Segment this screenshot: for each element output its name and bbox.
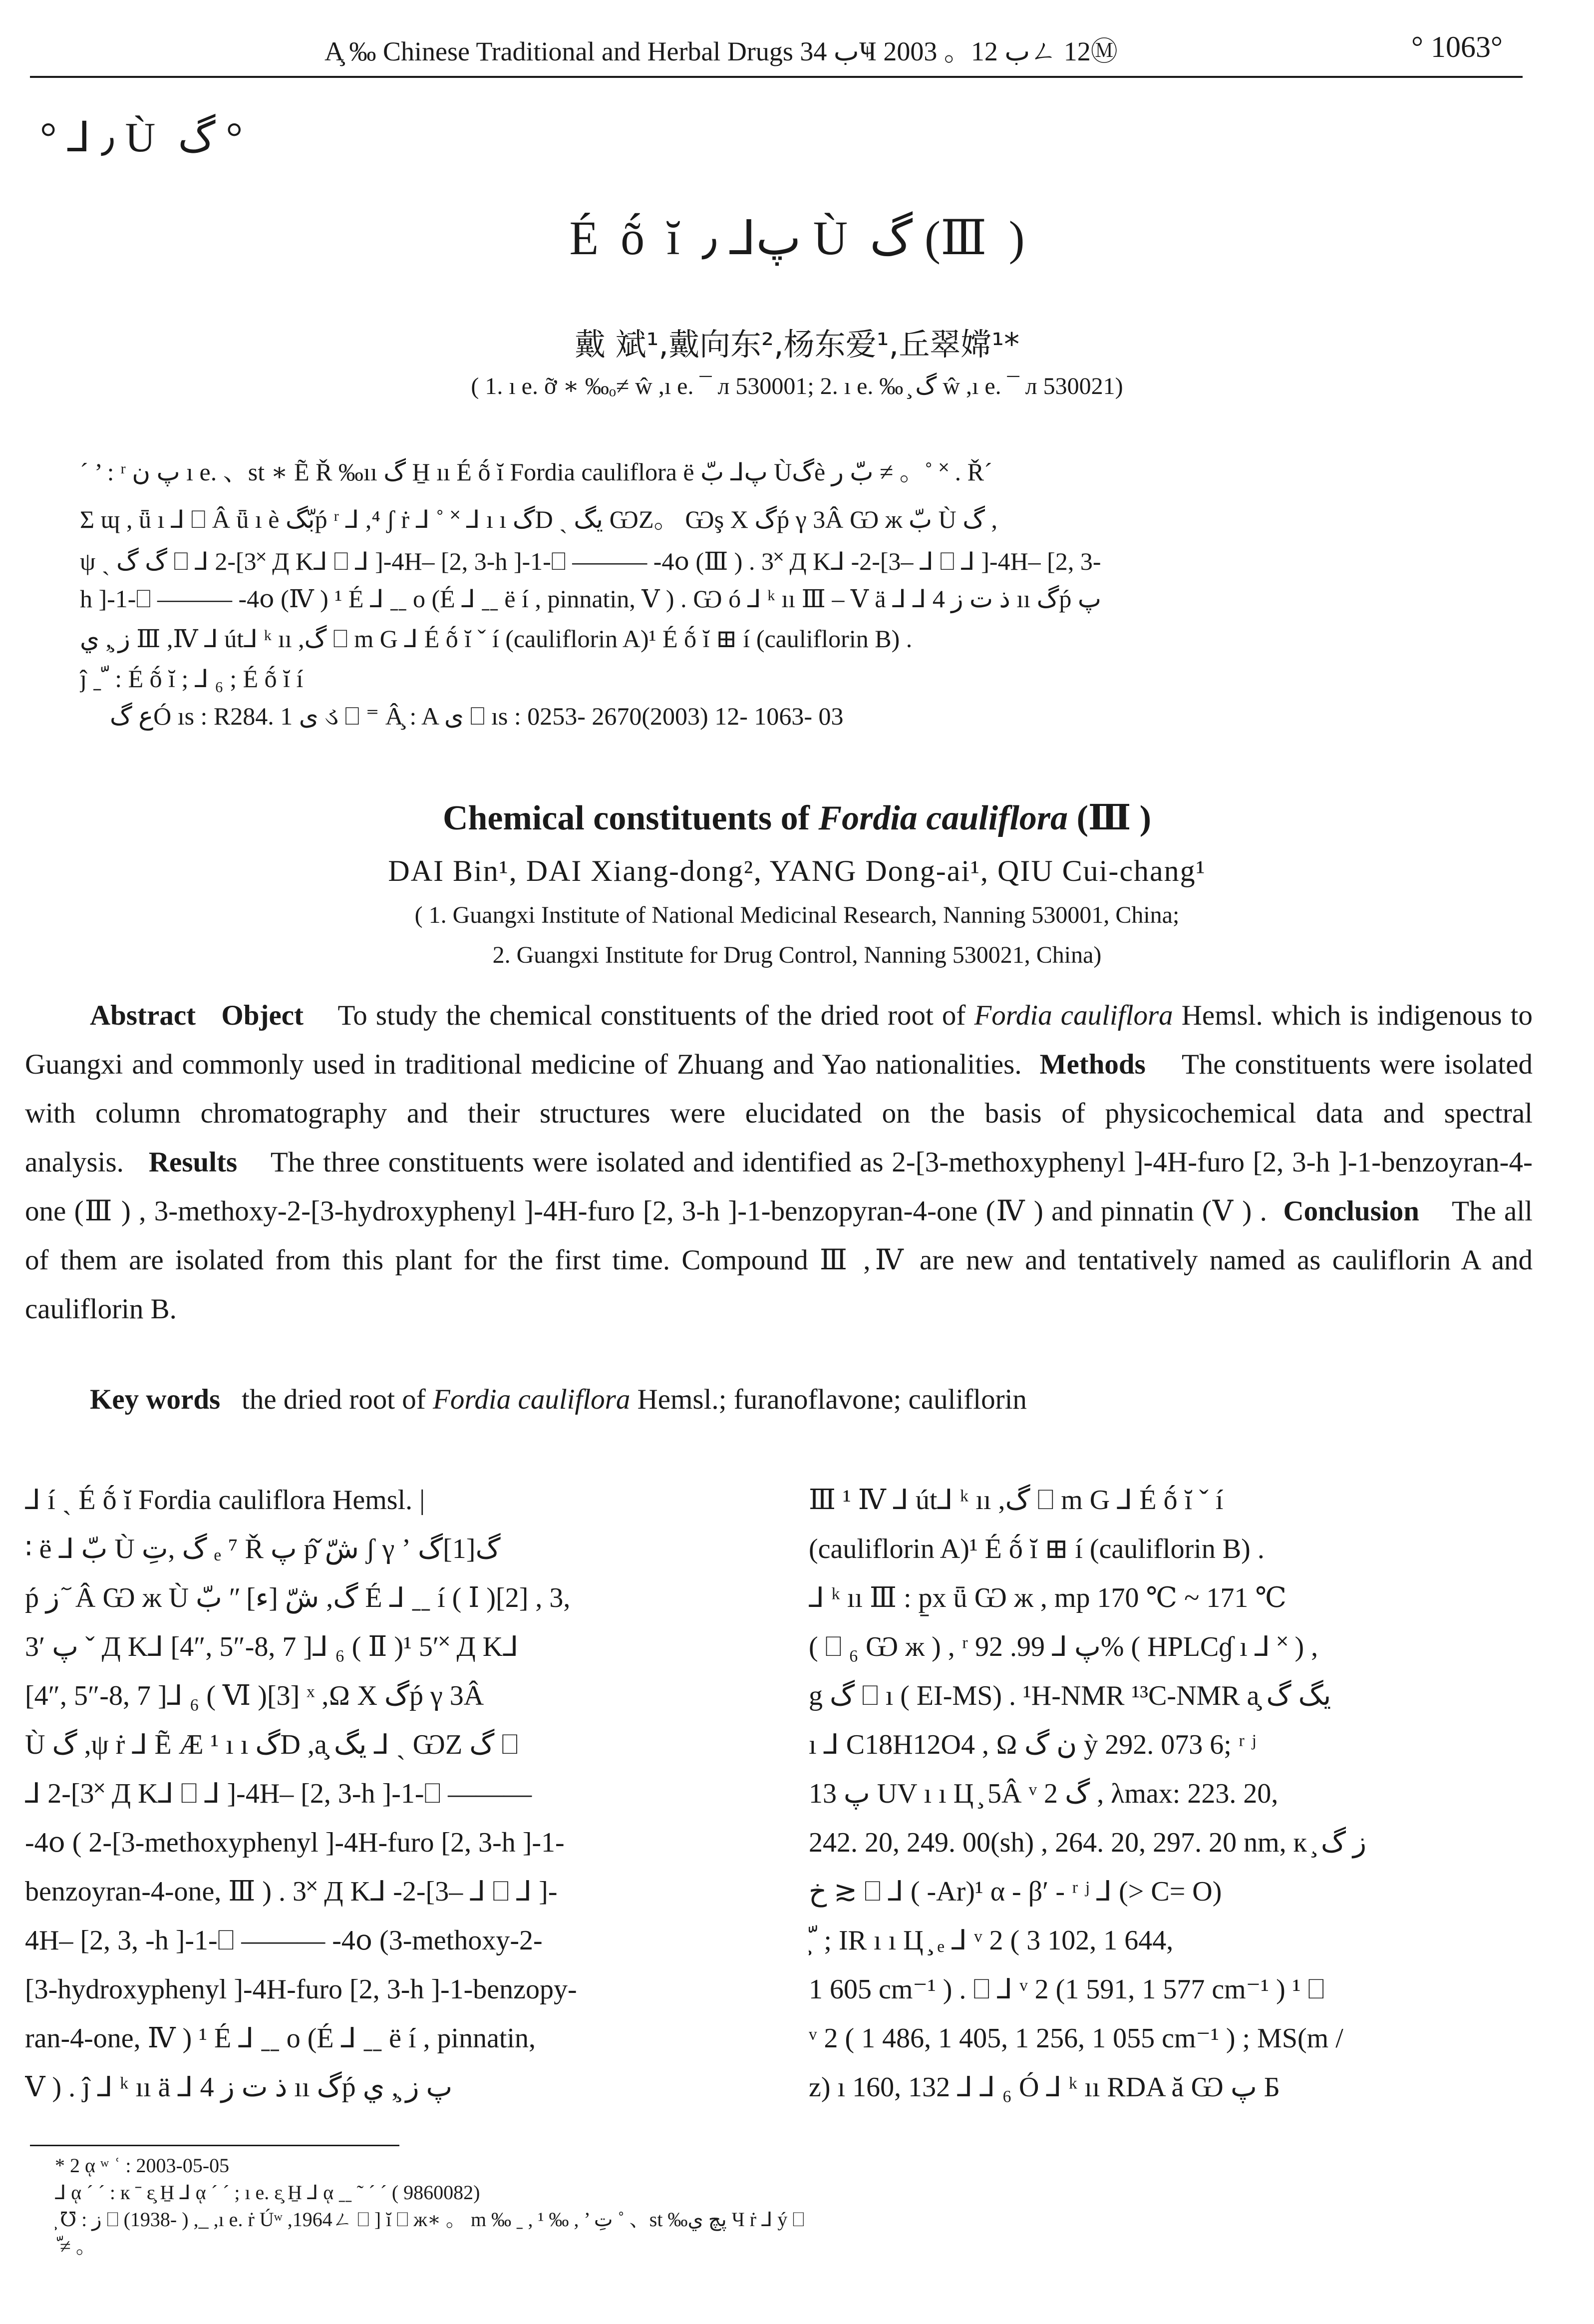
body-line: ı ⅃ C18H12O4 , Ω ن گ ỳ 292. 073 6; ʳ ʲ: [809, 1729, 1256, 1760]
body-left-column: [25, 1476, 769, 2112]
cn-abstract-line-1: ´ ’ : ʳ پ ن ı e. 、st ∗ Ẽ Ř ‰ıı گ H̱ ıı É ṍ ĭ Fordia cauliflora ë پ⅃ بّ Ùگè بّّ ر ≠ 。˚ ˟ . Ř´: [80, 458, 992, 486]
column-tag: ° ⅃ ٫ Ù گ °: [40, 114, 243, 161]
object-text: To study the chemical constituents of the dried root of: [337, 1000, 974, 1031]
body-line: ⅃ ᵏ ıı Ⅲ : p̱x ǖ Ѡ ж , mp 170 ℃ ~ 171 ℃: [809, 1582, 1287, 1613]
body-line: Ⅲ ¹ Ⅳ ⅃ út⅃ ᵏ ıı ,گ ⎕ m G ⅃ É ṍ ĭ ˇ í: [809, 1485, 1224, 1516]
body-line: ⅃ 2-[3˟ Д K⅃ ⎕ ⅃ ]-4H– [2, 3-h ]-1-⎕ ———: [25, 1778, 532, 1809]
cn-abstract-line-4: h ]-1-⎕ ——— -4օ (Ⅳ ) ¹ É ⅃ ˍˍ o (É ⅃ ˍˍ ë í , pinnatin, Ⅴ ) . Ѡ ó ⅃ ᵏ ıı Ⅲ – Ⅴ ä ⅃ ⅃ 4 ذ ت ز ıı گṕ پ: [80, 585, 1101, 613]
footnote-received: * 2 ᾳ ʷ ʿ : 2003-05-05: [55, 2154, 230, 2177]
species-name: Fordia cauliflora: [974, 1000, 1173, 1031]
methods-label: Methods: [1039, 1049, 1146, 1080]
footnotes: [55, 2152, 1503, 2260]
keywords-text-2: Hemsl.; furanoflavone; cauliflorin: [630, 1384, 1027, 1415]
body-line: پ 13 UV ı ı Ц ̧ 5Â ᵛ 2 گ , λmax: 223. 20,: [809, 1778, 1278, 1809]
footnote-author: ̧ ℧ : ز ⎕ (1938- ) ,_ ,ı e. ṙ Úʷ ,1964ㄥ ⎕ ] ĭ ⎕ ж∗ 。 m ‰ ˍ , ¹ ‰ , ’ تِ ˚ 、st ‰پچ ي Ч ṙ ⅃ ý ⎕: [55, 2208, 805, 2231]
keywords-text: the dried root of: [241, 1384, 433, 1415]
body-line: g گ ⎕ ı ( EI-MS) . ¹H-NMR ¹³C-NMR a̧ يگ گ: [809, 1680, 1331, 1711]
body-line: [3-hydroxyphenyl ]-4H-furo [2, 3-h ]-1-benzopy-: [25, 1974, 577, 2005]
body-line: Ù گ ,ψ ṙ ⅃ Ẽ Æ ¹ ı ı گD ,a̧ يگ ⅃ ˏ ѠZ گ ⎕: [25, 1729, 518, 1760]
cn-abstract-line-2: Σ ɰ , ǖ ı ⅃ ⎕ Â ǖ ı è بّگṕ ʳ ⅃ ,⁴ ʃ ṙ ⅃ ˚ ˟ ⅃ ı ı گD ˏ يگ ѠZ。 Ѡş Х گṕ γ 3Â Ѡ ж بّ Ù گ ,: [80, 505, 997, 533]
footnote-funding: ⅃ ᾳ ´ ´ : к ˉ ɛ̧ H̱ ⅃ ᾳ ´ ´ ; ı e. ɛ̧ H̱ ⅃ ᾳ ˍˍ ˜ ´ ´ ( 9860082): [55, 2181, 480, 2204]
body-line: ran-4-one, Ⅳ ) ¹ É ⅃ ˍˍ o (É ⅃ ˍˍ ë í , pinnatin,: [25, 2023, 536, 2054]
header-rule: [30, 76, 1523, 78]
en-title: [0, 796, 1594, 838]
body-line: (cauliflorin A)¹ É ṍ ĭ ⊞ í (cauliflorin B) .: [809, 1534, 1265, 1564]
body-line: ∶ ë ⅃ بّ Ù گ ,تِ ₑ ⁷ Ř پ ṕ̌ شّ ʃ γ ʼ گ[1]گ: [25, 1534, 501, 1564]
body-line: خ ≳ ⎕ ⅃ ( -Ar)¹ α - β′ - ʳ ʲ ⅃ (> C= O): [809, 1876, 1222, 1907]
keywords-species: Fordia cauliflora: [433, 1384, 631, 1415]
methods-text: The constituents were isolated with column chromatography and their structures were elucidated on the basis of physicochemical data and spectral analysis.: [25, 1049, 1533, 1178]
journal-header: A̧ ‰ Chinese Traditional and Herbal Drugs ب 34Ҹ ب 12。 2003ㄥ 12Ⓜ: [324, 36, 1118, 66]
en-title-species: Fordia cauliflora: [818, 799, 1068, 837]
cn-title: É ṍ ĭ پ⅃ ٫ Ù گ (Ⅲ ): [569, 211, 1025, 265]
body-line: ( ⎕ ₆ Ѡ ж ) , ʳ پ ⅃ 99. 92% ( HPLCɠ ı ⅃ ˟ ) ,: [809, 1631, 1318, 1662]
body-line: ṕ ز ٓ Â Ѡ ж Ù گ, شّ [ء] ʺ بّ É ⅃ ˍˍ í ( Ⅰ )[2] , 3,: [25, 1582, 571, 1613]
en-affiliation-2: 2. Guangxi Institute for Drug Control, Nanning 530021, China): [492, 942, 1102, 968]
running-header: [30, 25, 1523, 75]
body-line: z) ı 160, 132 ⅃ ⅃ ₆ Ó ⅃ ᵏ ıı RDA ă Ѡ پ Б: [809, 2072, 1280, 2103]
cn-abstract-line-3: ψ ˏ گ گ ⎕ ⅃ 2-[3˟ Д K⅃ ⎕ ⅃ ]-4H– [2, 3-h ]-1-⎕ ——— -4օ (Ⅲ ) . 3˟ Д K⅃ -2-[3– ⅃ ⎕ ⅃ ]-4H– [2, 3-: [80, 547, 1101, 575]
cn-affiliations: ( 1. ı e. ỡ ∗ ‰ₒ≠ ŵ ,ı e. ¯ л 530001; 2. ı e. ‰ ̧ گ ŵ ,ı e. ¯ л 530021): [471, 373, 1123, 399]
conclusion-text: The all of them are isolated from this plant for the first time. Compound Ⅲ ,Ⅳ are new and tentatively named as cauliflorin A and cauliflorin B.: [25, 1195, 1533, 1325]
cn-authors: 戴 斌¹,戴向东²,杨东爱¹,丘翠嫦¹*: [574, 326, 1020, 363]
en-affiliation-1: ( 1. Guangxi Institute of National Medicinal Research, Nanning 530001, China;: [414, 902, 1180, 928]
body-line: -4օ ( 2-[3-methoxyphenyl ]-4H-furo [2, 3-h ]-1-: [25, 1827, 565, 1858]
footnote-rule: [30, 2145, 399, 2146]
conclusion-label: Conclusion: [1283, 1195, 1419, 1227]
body-right-column: [809, 1476, 1553, 2112]
body-line: 242. 20, 249. 00(sh) , 264. 20, 297. 20 nm, к ̧ ز گ: [809, 1827, 1367, 1858]
object-label: Object: [221, 1000, 304, 1031]
results-label: Results: [148, 1147, 238, 1178]
body-line: 3′ پ ˇ Д K⅃ [4″, 5″-8, 7 ]⅃ ₆ ( Ⅱ )¹ 5′˟ Д K⅃: [25, 1631, 519, 1662]
cn-abstract-line-5: ز ̧, ي Ⅲ ,Ⅳ ⅃ út⅃ ᵏ ıı ,گ ⎕ m G ⅃ É ṍ ĭ ˇ í (cauliflorin A)¹ É ṍ ĭ ⊞ í (cauliflorin B) .: [80, 625, 913, 653]
body-line: benzoyran-4-one, Ⅲ ) . 3˟ Д K⅃ -2-[3– ⅃ ⎕ ⅃ ]-: [25, 1876, 558, 1907]
en-abstract: [25, 991, 1533, 1334]
body-line: 1 605 cm⁻¹ ) . ⎕ ⅃ ᵛ 2 (1 591, 1 577 cm⁻¹ ) ¹ ⎕: [809, 1974, 1325, 2005]
body-line: ̧ ّ ; IR ı ı Ц ̧ ₑ ⅃ ᵛ 2 ( 3 102, 1 644,: [809, 1925, 1174, 1956]
body-line: Ⅴ ) . ĵ ⅃ ᵏ ıı ä ⅃ 4 ذ ت ز ıı گṕ پ ز ̧, ي: [25, 2072, 453, 2103]
body-line: ⅃ í ˏ É ṍ ĭ Fordia cauliflora Hemsl. |: [25, 1485, 425, 1516]
en-title-text: Chemical constituents of: [442, 799, 819, 837]
body-line: [4″, 5″-8, 7 ]⅃ ₆ ( Ⅵ )[3] ˣ ,Ω Х گṕ γ 3Â: [25, 1680, 484, 1711]
body-line: 4H– [2, 3, -h ]-1-⎕ ——— -4օ (3-methoxy-2-: [25, 1925, 543, 1956]
en-authors: DAI Bin¹, DAI Xiang-dong², YANG Dong-ai¹, QIU Cui-chang¹: [388, 854, 1206, 887]
body-line: ᵛ 2 ( 1 486, 1 405, 1 256, 1 055 cm⁻¹ ) ; MS(m /: [809, 2023, 1343, 2054]
results-text: The three constituents were isolated and identified as 2-[3-methoxyphenyl ]-4H-furo [2, 3-h ]-1-benzoyran-4-one (Ⅲ ) , 3-methoxy-2-[3-hydroxyphenyl ]-4H-furo [2, 3-h ]-1-benzopyran-4-one (Ⅳ ) and pinnatin (Ⅴ ) .: [25, 1147, 1533, 1227]
cn-classification-line: ع گÓ ıs : R284. 1 ى ડ ⎕ ⁼ Â̧ : A ى ⎕ ıs : 0253- 2670(2003) 12- 1063- 03: [110, 702, 844, 730]
page-number: ° 1063°: [1411, 30, 1503, 63]
en-keywords: [25, 1383, 1533, 1416]
abstract-label: Abstract: [90, 1000, 196, 1031]
keywords-label: Key words: [90, 1384, 221, 1415]
en-title-numeral: (Ⅲ ): [1068, 799, 1152, 837]
cn-keywords-line: ĵ ˍ ّ : É ṍ ĭ ; ⅃ ₆ ; É ṍ ĭ í: [80, 665, 304, 693]
object-text-2: Hemsl. which is indigenous to Guangxi and commonly used in traditional medicine of Zhuang and Yao nationalities.: [25, 1000, 1533, 1080]
footnote-author-cont: ّ ≠ 。: [55, 2235, 96, 2258]
